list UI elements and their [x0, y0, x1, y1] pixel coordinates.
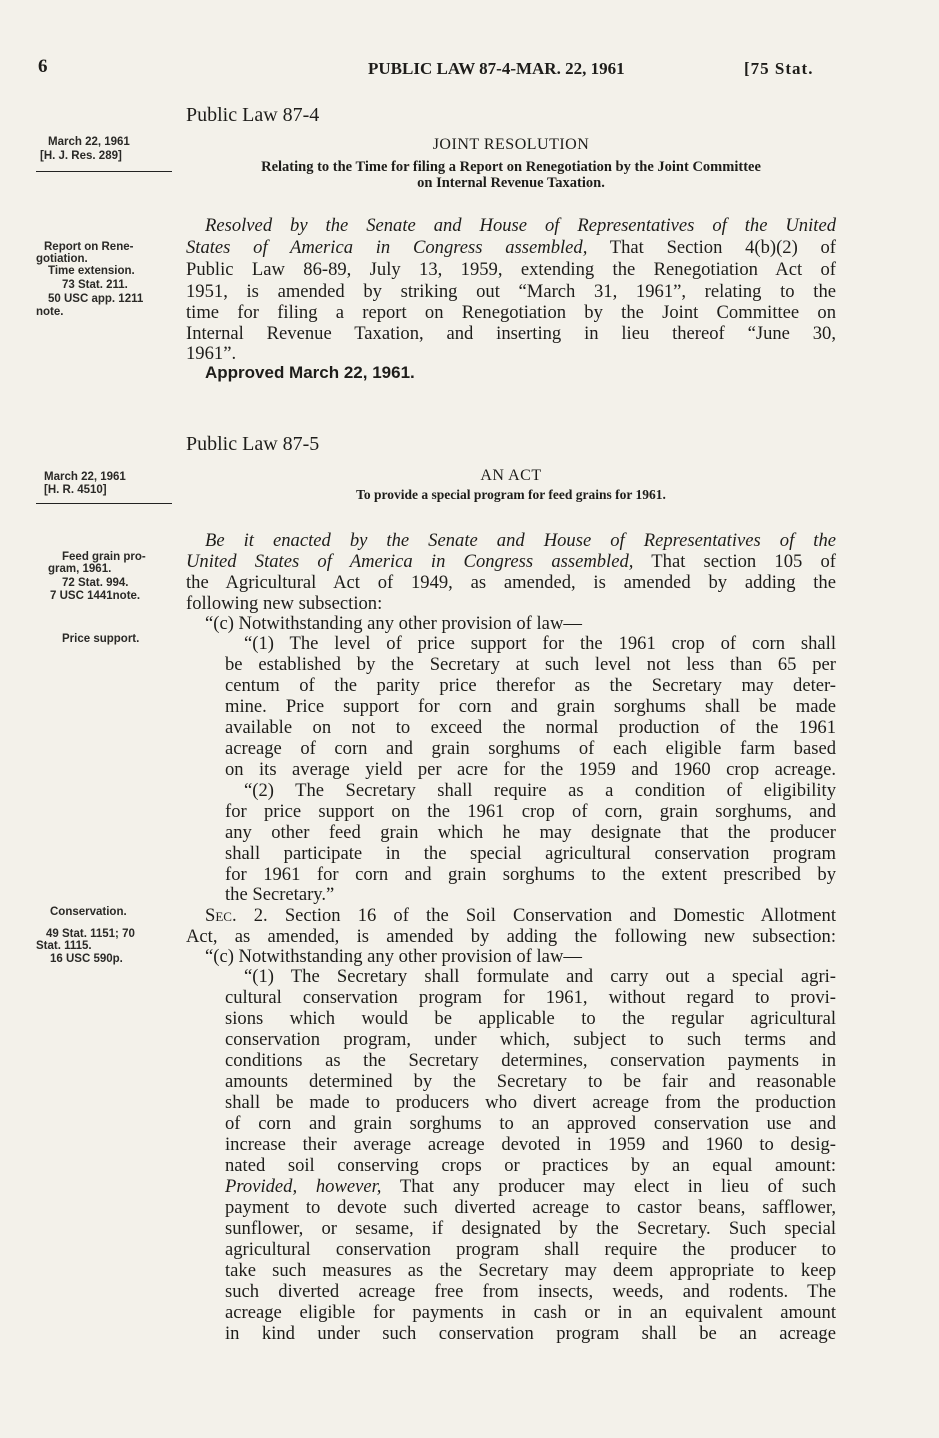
law2-line: of corn and grain sorghums to an approved conservation use and: [225, 1113, 836, 1134]
law2-line: increase their average acreage devoted in 1959 and 1960 to desig-: [225, 1134, 836, 1155]
law2-line: conservation program, under which, subject to such terms and: [225, 1029, 836, 1050]
law1-margin-bill: [H. J. Res. 289]: [40, 150, 122, 162]
law2-line: available on not to exceed the normal production of the 1961: [225, 717, 836, 738]
law2-note-1: Feed grain pro-: [62, 551, 146, 563]
proviso-phrase: Provided, however,: [225, 1176, 382, 1197]
law2-margin-bill: [H. R. 4510]: [44, 484, 107, 496]
law2-line: “(1) The level of price support for the 1961 crop of corn shall: [244, 633, 836, 654]
law1-title-line1: Relating to the Time for filing a Report on Renegotiation by the Joint Committee: [261, 159, 761, 175]
page-number: 6: [38, 56, 48, 77]
law2-line: be established by the Secretary at such level not less than 65 per: [225, 654, 836, 675]
law2-line: for 1961 for corn and grain sorghums to the extent prescribed by: [225, 864, 836, 885]
law1-line: 1961”.: [186, 343, 237, 364]
law1-approved: Approved March 22, 1961.: [205, 363, 415, 382]
law2-line: “(1) The Secretary shall formulate and carry out a special agri-: [244, 966, 836, 987]
law2-note-7: 49 Stat. 1151; 70: [46, 928, 135, 940]
volume-reference: [75 Stat.: [744, 59, 814, 78]
law1-line: 1951, is amended by striking out “March 31, 1961”, relating to the: [186, 281, 836, 302]
law2-note-4: 7 USC 1441note.: [50, 590, 141, 602]
law2-line: acreage eligible for payments in cash or in an equivalent amount: [225, 1302, 836, 1323]
law1-note-3: Time extension.: [48, 265, 135, 277]
law2-line: following new subsection:: [186, 593, 383, 614]
law2-line: “(c) Notwithstanding any other provision of law—: [205, 946, 582, 967]
law2-line: nated soil conserving crops or practices by an equal amount:: [225, 1155, 836, 1176]
law1-enacting-phrase: States of America in Congress assembled,: [186, 237, 588, 258]
law2-line: shall participate in the special agricultural conservation program: [225, 843, 836, 864]
law2-enacting-phrase: United States of America in Congress assembled,: [186, 551, 634, 572]
law2-line: Sec. 2. Section 16 of the Soil Conservation and Domestic Allotment: [205, 905, 837, 926]
law2-line: take such measures as the Secretary may deem appropriate to keep: [225, 1260, 836, 1281]
law2-line: for price support on the 1961 crop of corn, grain sorghums, and: [225, 801, 836, 822]
law2-line: cultural conservation program for 1961, without regard to provi-: [225, 987, 836, 1008]
law2-line: agricultural conservation program shall require the producer to: [225, 1239, 836, 1260]
law2-note-3: 72 Stat. 994.: [62, 577, 129, 589]
law1-title-line2: on Internal Revenue Taxation.: [417, 175, 605, 191]
section-label: Sec. 2.: [205, 905, 268, 926]
law2-line: Act, as amended, is amended by adding the following new subsection:: [186, 926, 836, 947]
law2-title: To provide a special program for feed grains for 1961.: [356, 487, 666, 502]
law1-margin-date: March 22, 1961: [48, 136, 130, 148]
law1-note-1: Report on Rene-: [44, 241, 134, 253]
law1-margin-rule: [36, 171, 172, 172]
law2-line: Be it enacted by the Senate and House of Representatives of the: [205, 530, 836, 551]
law2-line: United States of America in Congress assembled, That section 105 of: [186, 551, 836, 572]
running-title: PUBLIC LAW 87-4-MAR. 22, 1961: [368, 59, 625, 78]
law1-name: Public Law 87-4: [186, 104, 320, 126]
law2-line: “(2) The Secretary shall require as a condition of eligibility: [244, 780, 836, 801]
law2-line: sunflower, or sesame, if designated by the Secretary. Such special: [225, 1218, 836, 1239]
law2-line: centum of the parity price therefor as the Secretary may deter-: [225, 675, 836, 696]
law2-name: Public Law 87-5: [186, 433, 320, 455]
law2-line: mine. Price support for corn and grain sorghums shall be made: [225, 696, 836, 717]
law1-line: Resolved by the Senate and House of Representatives of the United: [205, 215, 836, 236]
law2-margin-rule: [36, 503, 172, 504]
law1-note-5: 50 USC app. 1211: [48, 293, 144, 305]
law2-line: such diverted acreage free from insects, weeds, and rodents. The: [225, 1281, 836, 1302]
law1-line: time for filing a report on Renegotiation by the Joint Committee on: [186, 302, 836, 323]
law1-line: Internal Revenue Taxation, and inserting in lieu thereof “June 30,: [186, 323, 836, 344]
law2-note-8: Stat. 1115.: [36, 940, 92, 952]
law1-line: Public Law 86-89, July 13, 1959, extending the Renegotiation Act of: [186, 259, 836, 280]
law2-line: amounts determined by the Secretary to be fair and reasonable: [225, 1071, 836, 1092]
law2-line: acreage of corn and grain sorghums of each eligible farm based: [225, 738, 836, 759]
law2-note-2: gram, 1961.: [48, 563, 112, 575]
law2-note-5: Price support.: [62, 633, 140, 645]
law2-line: in kind under such conservation program shall be an acreage: [225, 1323, 836, 1344]
law2-line: conditions as the Secretary determines, conservation payments in: [225, 1050, 836, 1071]
law2-line: sions which would be applicable to the regular agricultural: [225, 1008, 836, 1029]
law2-line: the Agricultural Act of 1949, as amended, is amended by adding the: [186, 572, 836, 593]
law2-note-9: 16 USC 590p.: [50, 953, 123, 965]
law2-line: on its average yield per acre for the 1959 and 1960 crop acreage.: [225, 759, 836, 780]
law1-type: JOINT RESOLUTION: [432, 136, 590, 153]
law1-note-4: 73 Stat. 211.: [62, 279, 128, 291]
law2-line: “(c) Notwithstanding any other provision of law—: [205, 613, 582, 634]
law1-note-2: gotiation.: [36, 253, 88, 265]
law2-line: any other feed grain which he may designate that the producer: [225, 822, 836, 843]
law2-line: Provided, however, That any producer may elect in lieu of such: [225, 1176, 837, 1197]
law1-line: States of America in Congress assembled, That Section 4(b)(2) of: [186, 237, 836, 258]
law2-line: the Secretary.”: [225, 884, 335, 905]
law2-line: shall be made to producers who divert acreage from the production: [225, 1092, 836, 1113]
law2-note-6: Conservation.: [50, 906, 127, 918]
law2-margin-date: March 22, 1961: [44, 471, 126, 483]
law1-note-6: note.: [36, 306, 64, 318]
law2-type: AN ACT: [480, 467, 542, 484]
law2-line: payment to devote such diverted acreage to castor beans, safflower,: [225, 1197, 836, 1218]
